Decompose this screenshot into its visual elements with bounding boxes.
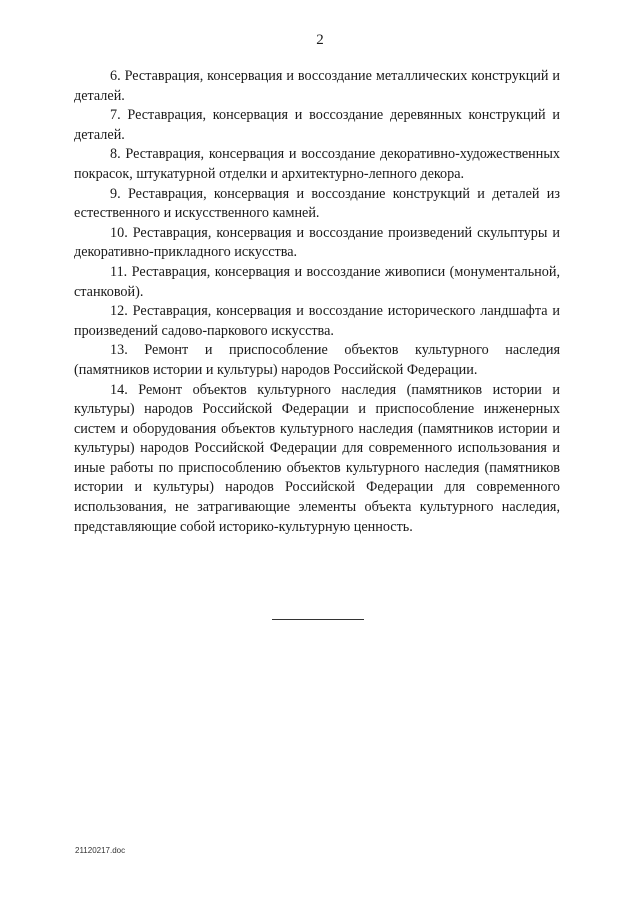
document-body [74, 67, 560, 537]
list-item-13: 13. Ремонт и приспособление объектов культурного наследия (памятников истории и культуры) народов Российской Федерации. [74, 342, 560, 378]
list-item-10: 10. Реставрация, консервация и воссоздание произведений скульптуры и декоративно-прикладного искусства. [74, 224, 560, 261]
list-item-6: 6. Реставрация, консервация и воссоздание металлических конструкций и деталей. [74, 68, 560, 104]
list-item-8: 8. Реставрация, консервация и воссоздание декоративно-художественных покрасок, штукатурной отделки и архитектурно-лепного декора. [74, 146, 560, 182]
list-item-11: 11. Реставрация, консервация и воссоздание живописи (монументальной, станковой). [74, 263, 560, 300]
list-item-14: 14. Ремонт объектов культурного наследия (памятников истории и культуры) народов Российской Федерации и приспособление инженерных систем и оборудования объектов культурного наследия (памятников истории и культуры) народов Российской Федерации для современного использования и иные работы по приспособлению объектов культурного наследия (памятников истории и культуры) народов Российской Федерации для современного использования, не затрагивающие элементы объекта культурного наследия, представляющие собой историко-культурную ценность. [74, 381, 560, 535]
list-item-12: 12. Реставрация, консервация и воссоздание исторического ландшафта и произведений садово-паркового искусства. [74, 303, 560, 339]
list-item-9: 9. Реставрация, консервация и воссоздание конструкций и деталей из естественного и искусственного камней. [74, 185, 560, 222]
file-reference: 21120217.doc [75, 846, 126, 855]
end-divider-line [272, 619, 364, 620]
page-number: 2 [316, 32, 324, 48]
list-item-7: 7. Реставрация, консервация и воссоздание деревянных конструкций и деталей. [74, 107, 560, 143]
